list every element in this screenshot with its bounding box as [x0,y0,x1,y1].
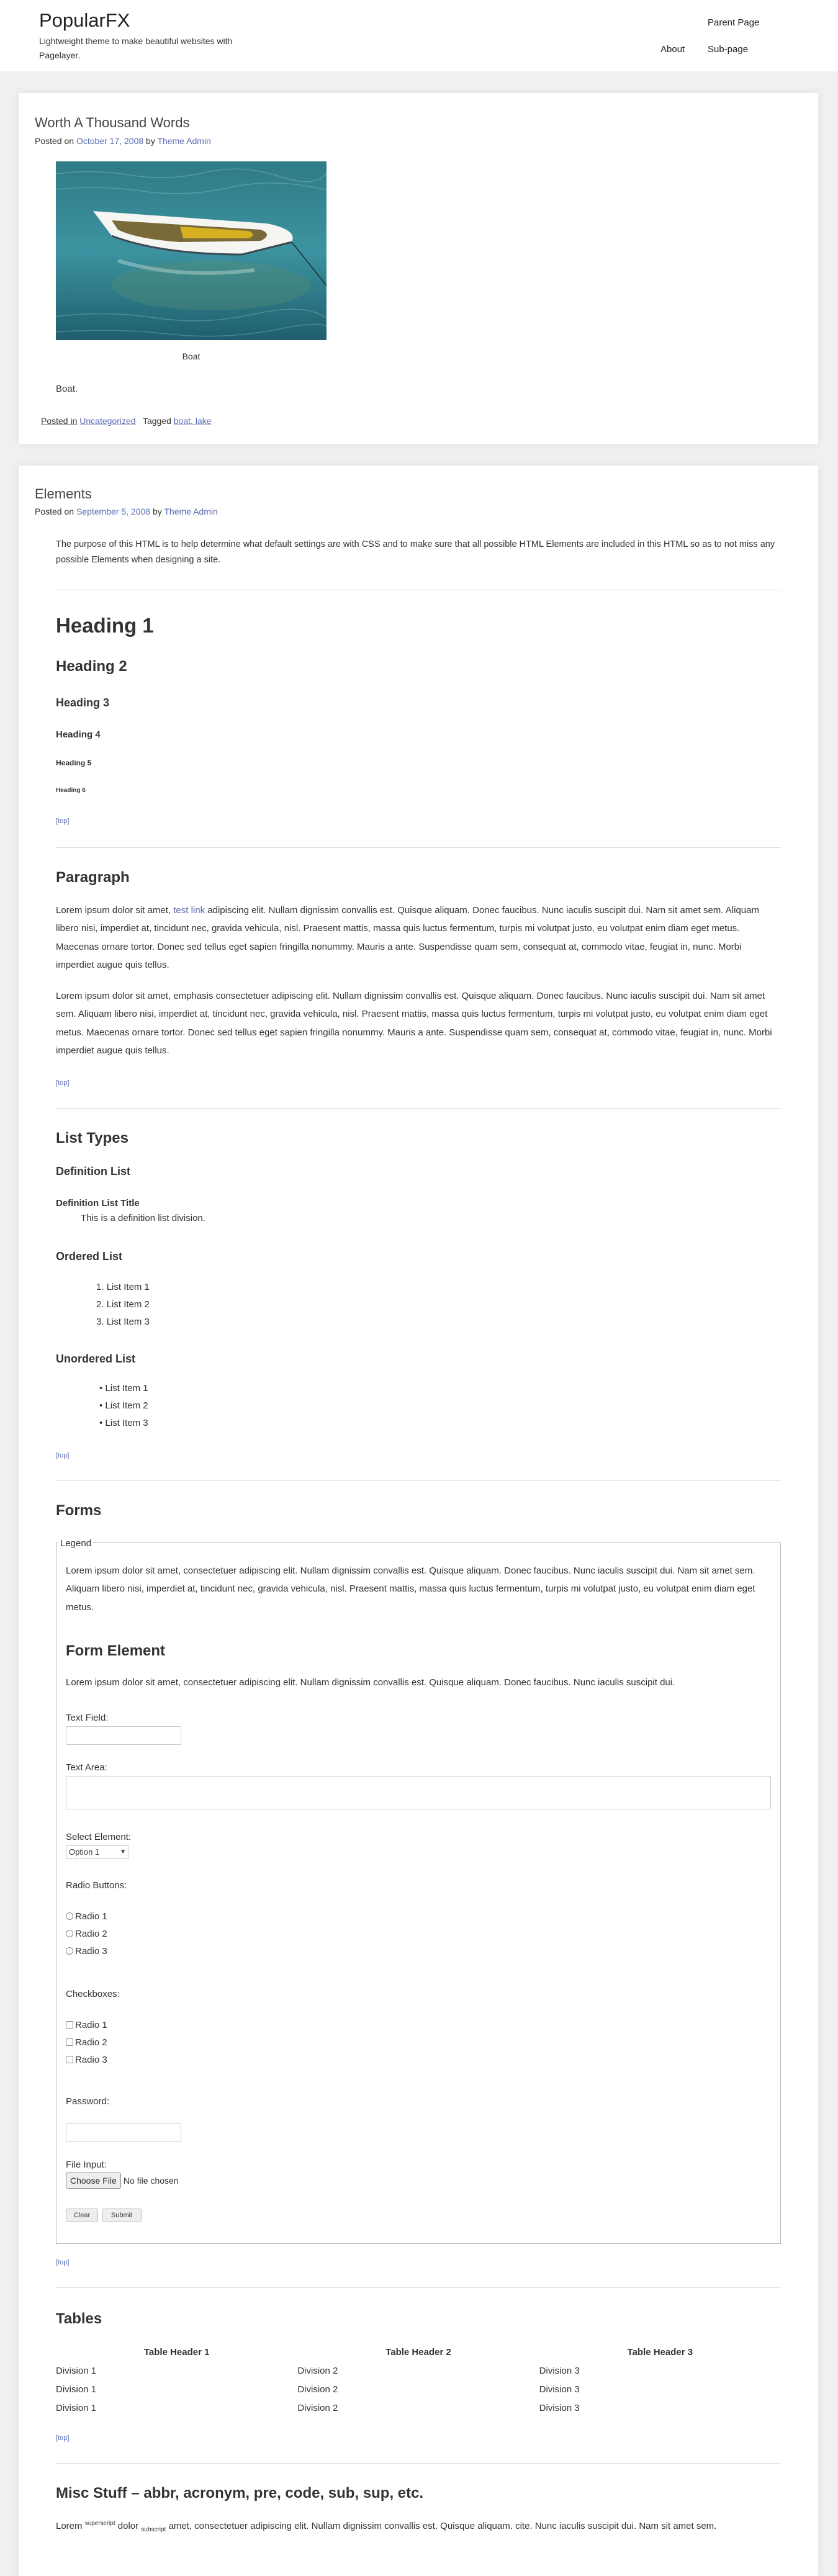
boat-image[interactable] [56,161,327,340]
clear-button[interactable]: Clear [66,2209,98,2222]
radio-icon[interactable] [66,1930,73,1937]
text-area-input[interactable] [66,1776,771,1809]
paragraph-1: Lorem ipsum dolor sit amet, test link adipiscing elit. Nullam dignissim convallis est. Quisque aliquam. Donec faucibus. Nunc iaculis suscipit dui. Nam sit amet sem. Aliquam libero nisi, imperdiet at, tincidunt nec, gravida vehicula, nisl. Praesent mattis, massa quis luctus fermentum, turpis mi volutpat justo, eu volutpat enim diam eget metus. Maecenas ornare tortor. Donec sed tellus eget sapien fringilla nonummy. Mauris a ante. Suspendisse quam sem, consequat at, commodo vitae, feugiat in, nunc. Morbi imperdiet augue quis tellus. [56,905,759,970]
author-link[interactable]: Theme Admin [157,136,211,146]
select-label: Select Element: [66,1832,132,1842]
posted-in-label: Posted in [41,416,78,426]
legend-text: Lorem ipsum dolor sit amet, consectetuer adipiscing elit. Nullam dignissim convallis est. Quisque aliquam. Donec faucibus. Nunc iaculis suscipit dui. Nam sit amet sem. Aliquam libero nisi, imperdiet at, tincidunt nec, gravida vehicula, nisl. Praesent mattis, massa quis luctus fermentum, turpis mi volutpat justo, eu volutpat enim diam eget metus. [66,1565,755,1613]
radio-option-1[interactable]: Radio 1 [66,1908,107,1925]
checkbox-option-1[interactable]: Radio 1 [66,2017,107,2034]
chevron-down-icon: ▼ [120,1849,126,1855]
tables-heading: Tables [56,2310,102,2327]
site-title[interactable]: PopularFX [39,9,130,31]
list-item: • List Item 1 [99,1383,148,1394]
author-link[interactable]: Theme Admin [164,507,218,516]
heading-3: Heading 3 [56,696,110,709]
table-header: Table Header 2 [385,2347,451,2358]
divider [56,1480,781,1481]
post-title[interactable]: Worth A Thousand Words [35,115,190,130]
heading-4: Heading 4 [56,729,101,740]
definition-description: This is a definition list division. [81,1213,205,1223]
post-body: Boat. [56,384,78,394]
radio-icon[interactable] [66,1947,73,1955]
heading-6: Heading 6 [56,787,86,794]
checkbox-icon[interactable] [66,2021,73,2029]
list-item: 1. List Item 1 [96,1282,150,1292]
definition-title: Definition List Title [56,1198,140,1209]
site-header [0,0,838,71]
divider [56,2463,781,2464]
posted-on-label: Posted on [35,507,74,516]
submit-button[interactable]: Submit [102,2209,142,2222]
by-label: by [152,507,162,516]
radio-option-2[interactable]: Radio 2 [66,1925,107,1943]
password-input[interactable] [66,2123,181,2142]
post-card-elements [19,466,818,2576]
post-title[interactable]: Elements [35,486,92,502]
by-label: by [146,136,155,146]
nav-item-about[interactable]: About [660,44,685,55]
table-row [56,2399,781,2418]
subscript-text: subscript [141,2526,166,2533]
top-link[interactable]: [top] [56,817,70,825]
forms-heading: Forms [56,1502,102,1519]
category-link[interactable]: Uncategorized [79,416,136,426]
unordered-list [99,1380,286,1431]
password-label: Password: [66,2096,110,2107]
form-fieldset [56,1538,781,2244]
checkbox-icon[interactable] [66,2038,73,2046]
heading-5: Heading 5 [56,759,92,767]
data-table [56,2343,781,2418]
file-input-label: File Input: [66,2159,107,2170]
radio-buttons-label: Radio Buttons: [66,1880,127,1891]
ordered-list-heading: Ordered List [56,1250,123,1263]
form-element-heading: Form Element [66,1642,166,1659]
checkboxes-label: Checkboxes: [66,1989,120,1999]
unordered-list-heading: Unordered List [56,1353,136,1365]
top-link[interactable]: [top] [56,2434,70,2442]
table-row [56,2380,781,2399]
checkbox-option-2[interactable]: Radio 2 [66,2034,107,2051]
table-cell: Division 1 [56,2403,97,2413]
test-link[interactable]: test link [173,905,205,916]
nav-item-sub-page[interactable]: Sub-page [708,44,749,55]
list-item: • List Item 3 [99,1417,148,1428]
definition-list-heading: Definition List [56,1165,130,1178]
top-link[interactable]: [top] [56,1452,70,1459]
tagged-label: Tagged [142,416,171,426]
table-cell: Division 1 [56,2366,97,2376]
ordered-list [96,1279,282,1330]
image-caption: Boat [182,351,200,361]
radio-group [66,1908,107,1960]
table-cell: Division 2 [297,2384,338,2395]
checkbox-option-3[interactable]: Radio 3 [66,2051,107,2069]
post-meta [35,505,218,518]
fieldset-legend: Legend [59,1536,92,1551]
radio-option-3[interactable]: Radio 3 [66,1943,107,1960]
text-field-label: Text Field: [66,1713,109,1723]
heading-2: Heading 2 [56,658,127,675]
checkbox-group [66,2017,107,2068]
radio-icon[interactable] [66,1912,73,1920]
table-row [56,2362,781,2380]
list-types-heading: List Types [56,1130,128,1146]
form-element-text: Lorem ipsum dolor sit amet, consectetuer adipiscing elit. Nullam dignissim convallis est. Quisque aliquam. Donec faucibus. Nunc iaculis suscipit dui. [66,1677,675,1688]
divider [56,1108,781,1109]
nav-item-parent-page[interactable]: Parent Page [708,17,760,28]
table-cell: Division 3 [539,2384,580,2395]
tags-link[interactable]: boat, lake [173,416,212,426]
table-cell: Division 2 [297,2403,338,2413]
file-input[interactable] [66,2173,179,2189]
paragraph-2: Lorem ipsum dolor sit amet, emphasis consectetuer adipiscing elit. Nullam dignissim convallis est. Quisque aliquam. Donec faucibus. Nunc iaculis suscipit dui. Nam sit amet sem. Aliquam libero nisi, imperdiet at, tincidunt nec, gravida vehicula, nisl. Praesent mattis, massa quis luctus fermentum, turpis mi volutpat justo, eu volutpat enim diam eget metus. Maecenas ornare tortor. Donec sed tellus eget sapien fringilla nonummy. Mauris a ante. Suspendisse quam sem, consequat at, commodo vitae, feugiat in, nunc. Morbi imperdiet augue quis tellus. [56,991,772,1056]
divider [56,2287,781,2288]
paragraph-heading: Paragraph [56,869,130,886]
post-card-worth-a-thousand-words [19,93,818,444]
post-footer [41,414,212,428]
no-file-text: No file chosen [123,2176,179,2186]
intro-text: The purpose of this HTML is to help determine what default settings are with CSS and to make sure that all possible HTML Elements are included in this HTML so as to not miss any possible Elements when designing a site. [56,539,775,565]
misc-text: Lorem $^{superscript}$ dolor $_{subscript}$ amet, consectetuer adipiscing elit. Nullam dignissim convallis est. Quisque aliquam. cite. Nunc iaculis suscipit dui. Nam sit amet sem. [56,2520,717,2533]
table-header: Table Header 3 [627,2347,693,2358]
table-cell: Division 3 [539,2403,580,2413]
choose-file-button[interactable]: Choose File [66,2173,121,2189]
checkbox-icon[interactable] [66,2056,73,2063]
post-date-link[interactable]: October 17, 2008 [76,136,144,146]
heading-1: Heading 1 [56,614,154,637]
top-link[interactable]: [top] [56,2259,70,2266]
posted-on-label: Posted on [35,136,74,146]
table-cell: Division 2 [297,2366,338,2376]
table-cell: Division 3 [539,2366,580,2376]
site-description: Lightweight theme to make beautiful websites with Pagelayer. [39,36,233,61]
top-link[interactable]: [top] [56,1079,70,1087]
post-meta [35,134,211,148]
select-value: Option 1 [69,1847,100,1857]
list-item: 3. List Item 3 [96,1316,150,1327]
divider [56,847,781,848]
superscript-text: superscript [84,2520,115,2527]
list-item: 2. List Item 2 [96,1299,150,1310]
text-area-label: Text Area: [66,1762,107,1773]
list-item: • List Item 2 [99,1400,148,1411]
text-field-input[interactable] [66,1726,181,1745]
select-dropdown[interactable] [66,1845,129,1859]
table-header-row [56,2343,781,2362]
misc-heading: Misc Stuff – abbr, acronym, pre, code, sub, sup, etc. [56,2485,424,2502]
table-header: Table Header 1 [143,2347,210,2358]
table-cell: Division 1 [56,2384,97,2395]
post-date-link[interactable]: September 5, 2008 [76,507,151,516]
